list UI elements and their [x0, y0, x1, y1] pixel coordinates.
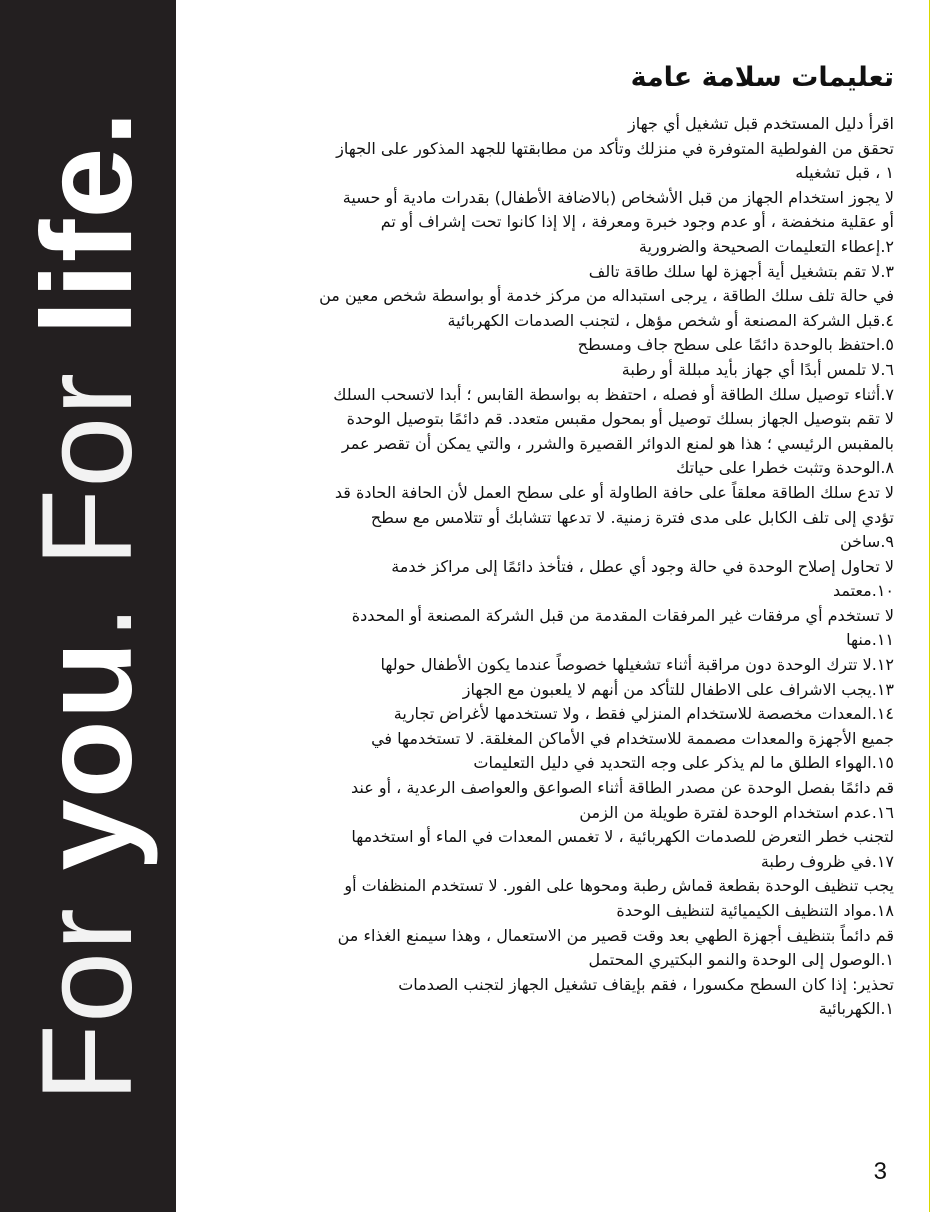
instruction-line: ١٠.معتمد	[832, 581, 894, 601]
instruction-line: ١٤.المعدات مخصصة للاستخدام المنزلي فقط ، ولا تستخدمها لأغراض تجارية	[393, 704, 894, 724]
instruction-line: لا يجوز استخدام الجهاز من قبل الأشخاص (بالاضافة الأطفال) بقدرات مادية أو حسية	[342, 187, 894, 207]
instruction-line: لا تحاول إصلاح الوحدة في حالة وجود أي عطل ، فتأخذ دائمًا إلى مراكز خدمة	[391, 556, 894, 576]
instruction-line: لتجنب خطر التعرض للصدمات الكهربائية ، لا تغمس المعدات في الماء أو استخدمها	[351, 827, 894, 847]
tagline-you: you	[16, 640, 159, 871]
instruction-line: تحقق من الفولطية المتوفرة في منزلك وتأكد من مطابقتها للجهد المذكور على الجهاز	[336, 138, 894, 158]
instruction-line: ٦.لا تلمس أبدًا أي جهاز بأيد مبللة أو رطبة	[621, 359, 894, 379]
instruction-line: في حالة تلف سلك الطاقة ، يرجى استبداله من مركز خدمة أو بواسطة شخص معين من	[319, 286, 894, 306]
instruction-line: ١٧.في ظروف رطبة	[760, 851, 894, 871]
instruction-line: لا تدع سلك الطاقة معلقاً على حافة الطاولة أو على سطح العمل لأن الحافة الحادة قد	[334, 482, 894, 502]
instruction-line: ١٣.يجب الاشراف على الاطفال للتأكد من أنهم لا يلعبون مع الجهاز	[462, 679, 894, 699]
instruction-line: ١٥.الهواء الطلق ما لم يذكر على وجه التحديد في دليل التعليمات	[473, 753, 894, 773]
page-edge-rule	[929, 0, 930, 1212]
instruction-line: لا تقم بتوصيل الجهاز بسلك توصيل أو بمحول مقبس متعدد. قم دائمًا بتوصيل الوحدة	[346, 409, 894, 429]
instruction-line: تؤدي إلى تلف الكابل على مدى فترة زمنية. لا تدعها تتشابك أو تتلامس مع سطح	[370, 507, 894, 527]
instruction-line: قم دائماً بتنظيف أجهزة الطهي بعد وقت قصير من الاستعمال ، وهذا سيمنع الغذاء من	[337, 925, 894, 945]
instruction-line: ١.الوصول إلى الوحدة والنمو البكتيري المحتمل	[588, 950, 894, 970]
tagline-for-1: For	[16, 870, 159, 1103]
tagline-for-2: . For	[16, 335, 159, 641]
instruction-line: ١٢.لا تترك الوحدة دون مراقبة أثناء تشغيلها خصوصاً عندما يكون الأطفال حولها	[380, 655, 894, 675]
instruction-line: لا تستخدم أي مرفقات غير المرفقات المقدمة من قبل الشركة المصنعة أو المحددة	[351, 605, 894, 625]
instruction-line: اقرأ دليل المستخدم قبل تشغيل أي جهاز	[628, 114, 894, 133]
instruction-line: بالمقبس الرئيسي ؛ هذا هو لمنع الدوائر القصيرة والشرر ، والتي يمكن أن تقصر عمر	[341, 433, 894, 453]
instruction-lines	[232, 112, 894, 1022]
page-title: تعليمات سلامة عامة	[630, 62, 894, 93]
page-number: 3	[873, 1158, 887, 1185]
tagline-life: life.	[16, 109, 159, 336]
safety-instructions	[232, 60, 894, 1022]
instruction-line: ٧.أثناء توصيل سلك الطاقة أو فصله ، احتفظ به بواسطة القابس ؛ أبدا لاتسحب السلك	[333, 384, 894, 404]
instruction-line: ٩.ساخن	[839, 532, 894, 552]
instruction-line: ١٨.مواد التنظيف الكيميائية لتنظيف الوحدة	[616, 901, 894, 920]
instruction-line: ١.الكهربائية	[818, 999, 894, 1019]
instruction-line: تحذير: إذا كان السطح مكسورا ، فقم بإيقاف تشغيل الجهاز لتجنب الصدمات	[398, 974, 894, 994]
instruction-line: أو عقلية منخفضة ، أو عدم وجود خبرة ومعرفة ، إلا إذا كانوا تحت إشراف أو تم	[380, 212, 894, 232]
instruction-line: يجب تنظيف الوحدة بقطعة قماش رطبة ومحوها على الفور. لا تستخدم المنظفات أو	[344, 876, 894, 896]
instruction-line: قم دائمًا بفصل الوحدة عن مصدر الطاقة أثناء الصواعق والعواصف الرعدية ، أو عند	[351, 778, 894, 798]
instruction-line: ١١.منها	[846, 630, 894, 650]
sidebar-band	[0, 0, 176, 1212]
instruction-line: ٤.قبل الشركة المصنعة أو شخص مؤهل ، لتجنب الصدمات الكهربائية	[447, 310, 894, 330]
instruction-line: ٢.إعطاء التعليمات الصحيحة والضرورية	[638, 236, 894, 256]
instruction-line: ٣.لا تقم بتشغيل أية أجهزة لها سلك طاقة تالف	[588, 261, 894, 281]
instruction-line: ٨.الوحدة وتثبت خطرا على حياتك	[676, 458, 894, 478]
brand-tagline	[16, 109, 159, 1103]
instruction-line: جميع الأجهزة والمعدات مصممة للاستخدام في الأماكن المغلقة. لا تستخدمها في	[371, 728, 894, 748]
instruction-line: ١٦.عدم استخدام الوحدة لفترة طويلة من الزمن	[579, 802, 894, 822]
instruction-line: ٥.احتفظ بالوحدة دائمًا على سطح جاف ومسطح	[577, 335, 894, 355]
instruction-line: ١ ، قبل تشغيله	[795, 163, 894, 183]
